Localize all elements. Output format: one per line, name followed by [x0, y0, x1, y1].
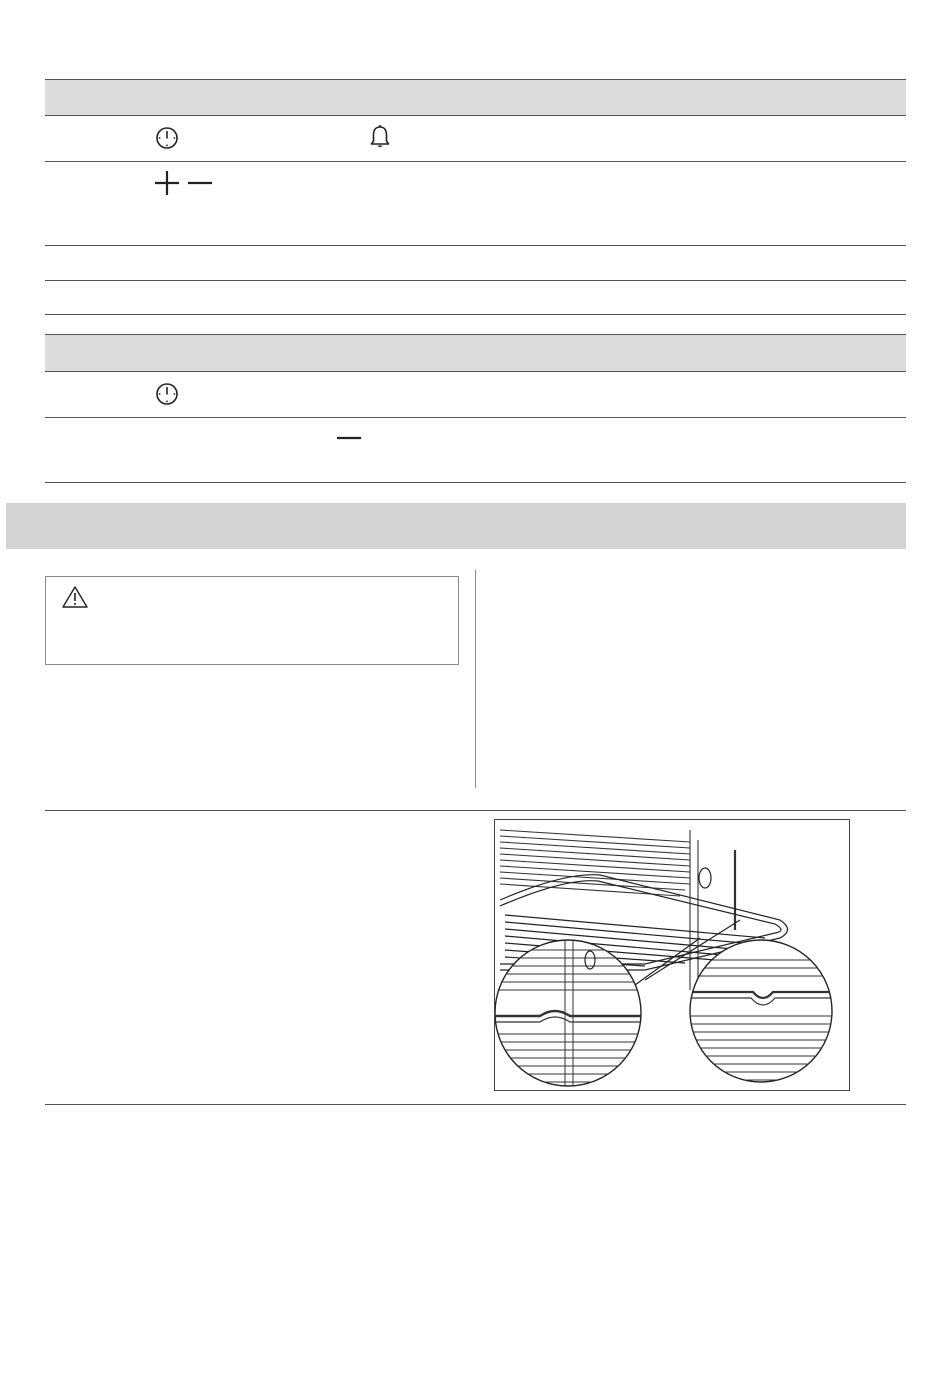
clock-icon — [155, 382, 179, 411]
table-clock-row-rule — [45, 245, 906, 246]
warning-triangle-icon — [61, 585, 89, 614]
table-cancel-bottom-rule — [45, 482, 906, 483]
bell-icon — [368, 124, 392, 157]
minus-icon — [186, 170, 214, 203]
section-header-band — [6, 503, 906, 549]
minus-icon — [335, 425, 363, 458]
table-clock-row-rule — [45, 161, 906, 162]
table-clock-row-rule — [45, 280, 906, 281]
figure-section-bottom-rule — [45, 1104, 906, 1105]
table-cancel-header — [45, 334, 906, 371]
table-clock-header — [45, 79, 906, 115]
table-clock-header-rule — [45, 115, 906, 116]
figure-section-top-rule — [45, 810, 906, 811]
table-cancel-header-rule — [45, 371, 906, 372]
table-cancel-top-rule — [45, 334, 906, 335]
plus-icon — [153, 170, 181, 203]
clock-icon — [155, 126, 179, 155]
column-divider — [475, 570, 476, 788]
warning-box — [45, 576, 459, 665]
table-cancel-row-rule — [45, 417, 906, 418]
table-clock-top-rule — [45, 79, 906, 80]
table-clock-bottom-rule — [45, 314, 906, 315]
oven-shelf-rack-illustration — [494, 819, 850, 1091]
